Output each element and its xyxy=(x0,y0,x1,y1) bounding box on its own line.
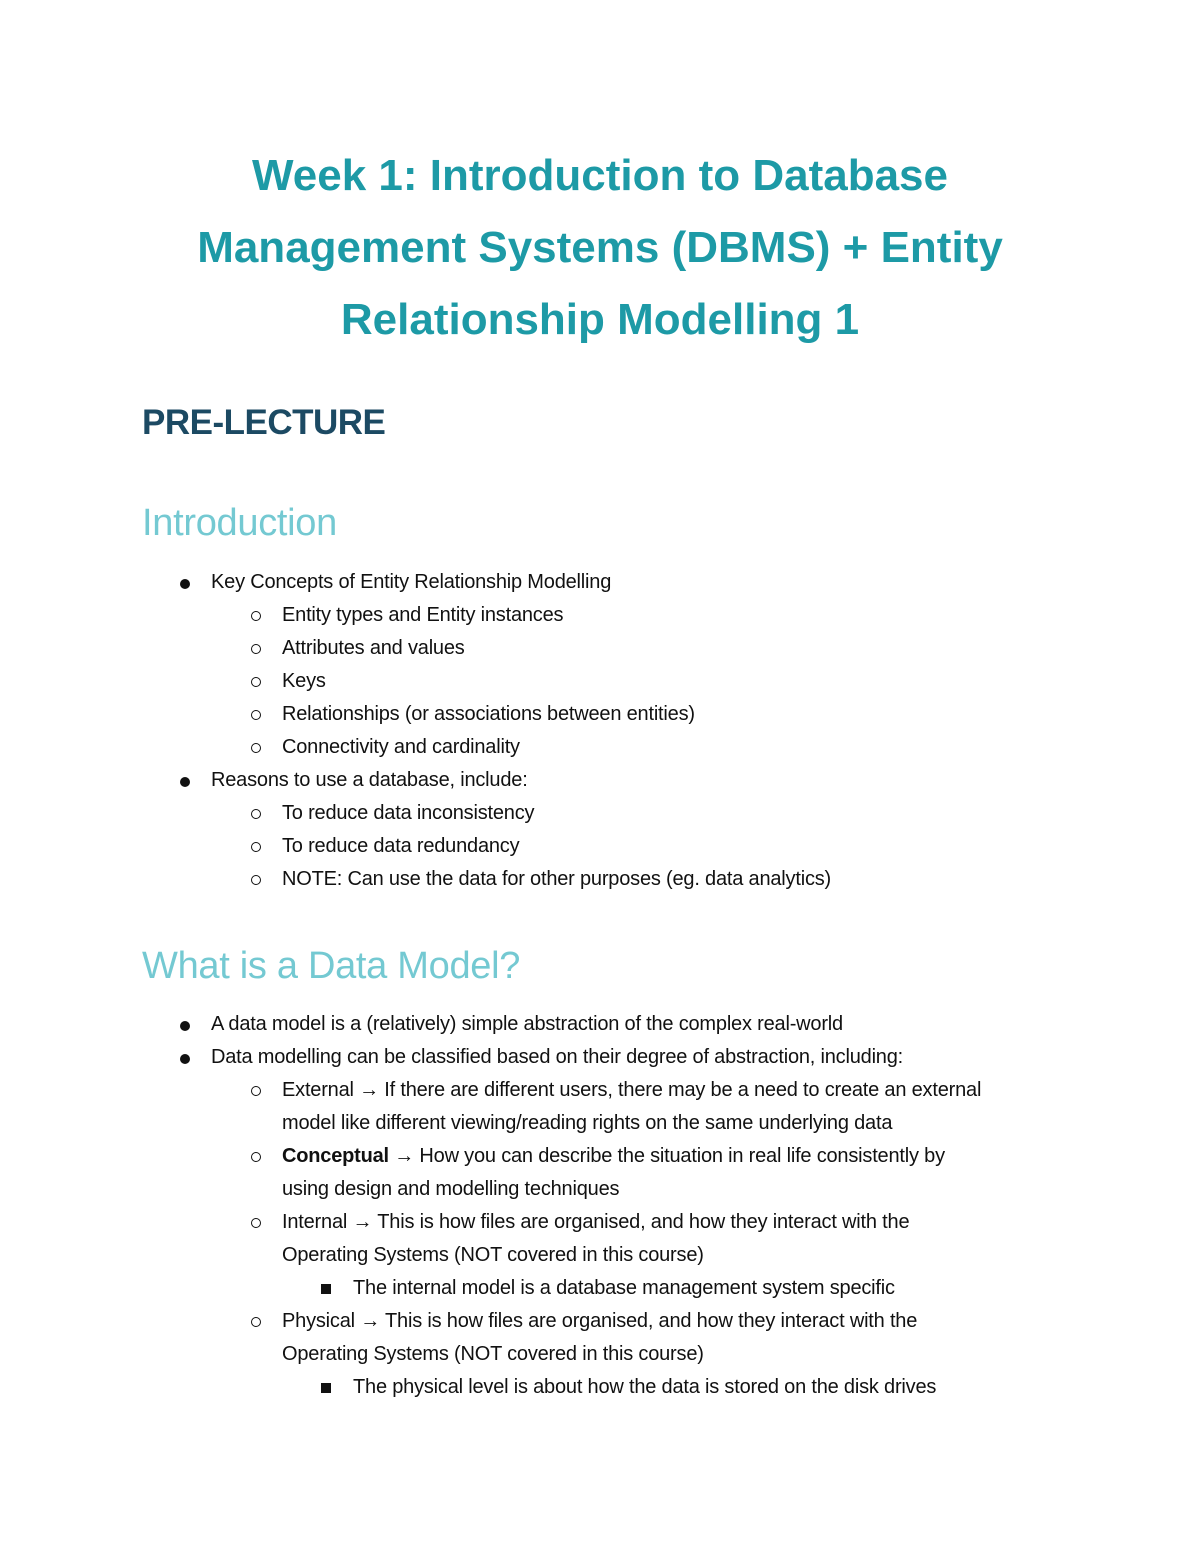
physical-line-1: Physical → This is how files are organised, and how they interact with the xyxy=(282,1310,918,1332)
internal-line-2: Operating Systems (NOT covered in this course) xyxy=(282,1244,704,1266)
list-item-text: Keys xyxy=(282,670,326,692)
list-item xyxy=(0,797,1200,830)
list-item-text: A data model is a (relatively) simple abstraction of the complex real-world xyxy=(211,1013,843,1035)
bullet-circle-icon xyxy=(246,1074,266,1107)
bullet-circle-icon xyxy=(246,698,266,731)
list-item xyxy=(0,1008,1200,1041)
list-item xyxy=(0,1371,1200,1404)
introduction-heading: Introduction xyxy=(142,502,337,544)
bullet-circle-icon xyxy=(246,1206,266,1239)
conceptual-term: Conceptual xyxy=(282,1145,389,1167)
bullet-disc-icon xyxy=(175,566,195,599)
bullet-circle-icon xyxy=(246,632,266,665)
list-item-text: Reasons to use a database, include: xyxy=(211,769,528,791)
list-item xyxy=(0,665,1200,698)
list-item-physical xyxy=(0,1305,1200,1338)
list-item xyxy=(0,566,1200,599)
pre-lecture-heading: PRE-LECTURE xyxy=(142,403,386,442)
bullet-circle-icon xyxy=(246,863,266,896)
bullet-circle-icon xyxy=(246,599,266,632)
bullet-circle-icon xyxy=(246,1140,266,1173)
list-item-text: Connectivity and cardinality xyxy=(282,736,520,758)
list-item-text: NOTE: Can use the data for other purposes (eg. data analytics) xyxy=(282,868,832,890)
list-item xyxy=(0,599,1200,632)
external-line-2: model like different viewing/reading rights on the same underlying data xyxy=(282,1112,893,1134)
title-line-1: Week 1: Introduction to Database xyxy=(252,151,948,200)
bullet-circle-icon xyxy=(246,731,266,764)
list-item xyxy=(0,698,1200,731)
bullet-square-icon xyxy=(316,1371,336,1404)
list-item xyxy=(0,863,1200,896)
list-item-text: Attributes and values xyxy=(282,637,465,659)
conceptual-line-1: → How you can describe the situation in real life consistently by xyxy=(388,1145,945,1167)
internal-line-1: Internal → This is how files are organised, and how they interact with the xyxy=(282,1211,910,1233)
list-item-text: Relationships (or associations between entities) xyxy=(282,703,695,725)
list-item-text: Key Concepts of Entity Relationship Modelling xyxy=(211,571,612,593)
bullet-square-icon xyxy=(316,1272,336,1305)
list-item-text: Data modelling can be classified based on their degree of abstraction, including: xyxy=(211,1046,904,1068)
bullet-circle-icon xyxy=(246,665,266,698)
bullet-disc-icon xyxy=(175,764,195,797)
title-line-3: Relationship Modelling 1 xyxy=(340,295,860,344)
list-item-continuation xyxy=(0,1107,1200,1140)
list-item-continuation xyxy=(0,1173,1200,1206)
internal-sub: The internal model is a database management system specific xyxy=(353,1277,895,1299)
bullet-circle-icon xyxy=(246,797,266,830)
conceptual-line-2: using design and modelling techniques xyxy=(282,1178,620,1200)
bullet-disc-icon xyxy=(175,1008,195,1041)
list-item-internal xyxy=(0,1206,1200,1239)
bullet-circle-icon xyxy=(246,830,266,863)
physical-sub: The physical level is about how the data is stored on the disk drives xyxy=(353,1376,937,1398)
list-item-continuation xyxy=(0,1239,1200,1272)
introduction-list xyxy=(0,566,1200,896)
document-title xyxy=(130,140,1070,356)
data-model-heading: What is a Data Model? xyxy=(142,945,521,987)
bullet-disc-icon xyxy=(175,1041,195,1074)
list-item-text: To reduce data inconsistency xyxy=(282,802,535,824)
list-item xyxy=(0,1272,1200,1305)
title-line-2: Management Systems (DBMS) + Entity xyxy=(197,223,1003,272)
data-model-list xyxy=(0,1008,1200,1404)
bullet-circle-icon xyxy=(246,1305,266,1338)
list-item-continuation xyxy=(0,1338,1200,1371)
list-item xyxy=(0,731,1200,764)
list-item xyxy=(0,632,1200,665)
list-item-text: To reduce data redundancy xyxy=(282,835,520,857)
list-item xyxy=(0,830,1200,863)
physical-line-2: Operating Systems (NOT covered in this course) xyxy=(282,1343,704,1365)
list-item-conceptual xyxy=(0,1140,1200,1173)
list-item xyxy=(0,1041,1200,1074)
list-item xyxy=(0,764,1200,797)
list-item-external xyxy=(0,1074,1200,1107)
external-line-1: External → If there are different users, there may be a need to create an external xyxy=(282,1079,982,1101)
list-item-text: Entity types and Entity instances xyxy=(282,604,564,626)
